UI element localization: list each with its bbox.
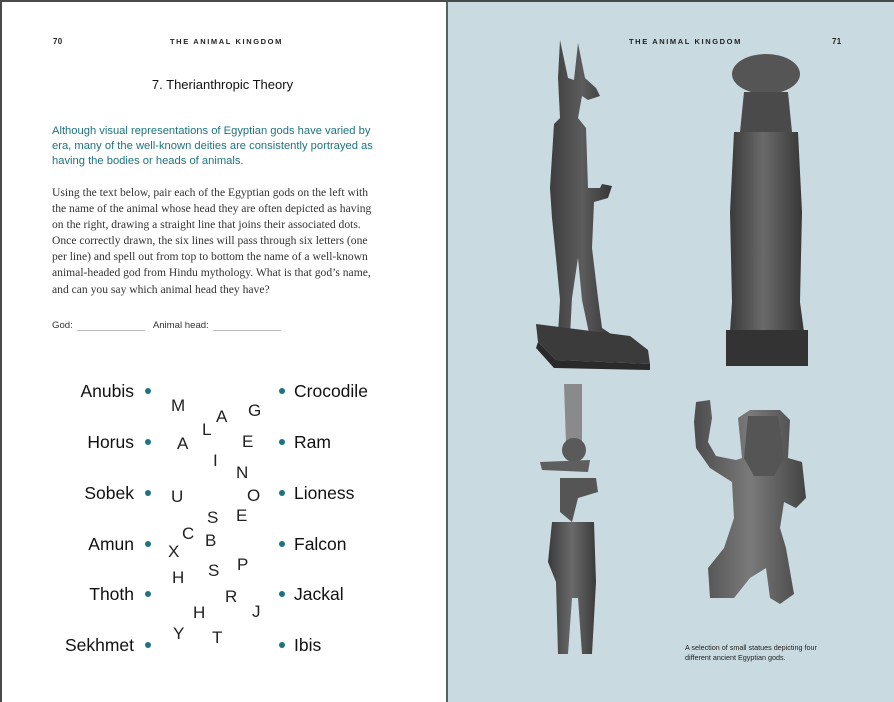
animal-answer-blank[interactable] <box>213 320 281 331</box>
god-dot[interactable] <box>145 642 151 648</box>
running-head-left: THE ANIMAL KINGDOM <box>170 37 283 46</box>
puzzle-letter: X <box>168 542 180 561</box>
puzzle-letter: R <box>225 587 238 606</box>
instructions-paragraph: Using the text below, pair each of the Egyptian gods on the left with the name of the animal whose head they are often depicted as having on the right, drawing a straight line that joins their associated dots. Once correctly drawn, the six lines will pass through six letters (one per line) and spell out from top to bottom the name of a well-known animal-headed god from Hindu mythology. What is that god’s name, and can you say which animal head they have? <box>52 186 372 296</box>
puzzle-letter: I <box>213 451 218 470</box>
animal-dot[interactable] <box>279 541 285 547</box>
puzzle-letter: Y <box>173 624 185 643</box>
puzzle-letter: A <box>177 434 189 453</box>
jackal-headed-statue-image <box>530 38 660 373</box>
falcon-headed-statue-image <box>690 398 820 608</box>
puzzle-letter: N <box>236 463 249 482</box>
puzzle-letter: H <box>193 603 206 622</box>
answer-fields <box>52 320 289 331</box>
animal-label: Lioness <box>294 483 355 503</box>
puzzle-letter: A <box>216 407 228 426</box>
right-page <box>448 2 894 702</box>
god-label: Thoth <box>89 584 134 604</box>
puzzle-letter: E <box>236 506 248 525</box>
animal-answer-label: Animal head: <box>152 320 209 331</box>
page-number-left: 70 <box>53 37 63 46</box>
animal-label: Crocodile <box>294 381 368 401</box>
puzzle-letter: C <box>182 524 195 543</box>
page-frame-top <box>0 0 894 2</box>
puzzle-letter: G <box>248 401 262 420</box>
god-label: Sobek <box>84 483 134 503</box>
puzzle-letter: T <box>212 628 223 647</box>
image-caption: A selection of small statues depicting four different ancient Egyptian gods. <box>685 643 817 662</box>
god-dot[interactable] <box>145 439 151 445</box>
puzzle-letter: O <box>247 486 261 505</box>
lioness-headed-statue-image <box>722 52 812 368</box>
puzzle-letter: J <box>252 602 261 621</box>
god-answer-label: God: <box>52 320 73 331</box>
animal-dot[interactable] <box>279 439 285 445</box>
animal-label: Jackal <box>294 584 344 604</box>
ram-headed-statue-image <box>538 382 628 664</box>
animal-label: Falcon <box>294 534 347 554</box>
animal-dot[interactable] <box>279 591 285 597</box>
god-answer-blank[interactable] <box>77 320 145 331</box>
god-dot[interactable] <box>145 541 151 547</box>
puzzle-letter: U <box>171 487 184 506</box>
puzzle-letter: S <box>208 561 220 580</box>
puzzle-letter: L <box>202 420 212 439</box>
animal-dot[interactable] <box>279 642 285 648</box>
puzzle-letter: M <box>171 396 186 415</box>
intro-paragraph: Although visual representations of Egyptian gods have varied by era, many of the well-known deities are consistently portrayed as having the bodies or heads of animals. <box>52 125 373 167</box>
puzzle-title: 7. Therianthropic Theory <box>151 77 294 92</box>
god-dot[interactable] <box>145 490 151 496</box>
puzzle-letter: P <box>237 555 249 574</box>
god-label: Amun <box>88 534 134 554</box>
page-frame-left <box>0 0 2 702</box>
animal-dot[interactable] <box>279 490 285 496</box>
running-head-right: THE ANIMAL KINGDOM <box>629 37 742 46</box>
god-label: Horus <box>87 432 134 452</box>
puzzle-letter: E <box>242 432 254 451</box>
god-label: Sekhmet <box>64 635 134 655</box>
puzzle-letter: H <box>172 568 185 587</box>
god-dot[interactable] <box>145 388 151 394</box>
book-gutter <box>446 0 448 702</box>
god-dot[interactable] <box>145 591 151 597</box>
page-number-right: 71 <box>832 37 842 46</box>
animal-label: Ibis <box>294 635 322 655</box>
puzzle-letter: B <box>205 531 217 550</box>
god-label: Anubis <box>80 381 134 401</box>
animal-dot[interactable] <box>279 388 285 394</box>
animal-label: Ram <box>294 432 331 452</box>
puzzle-letter: S <box>207 508 219 527</box>
